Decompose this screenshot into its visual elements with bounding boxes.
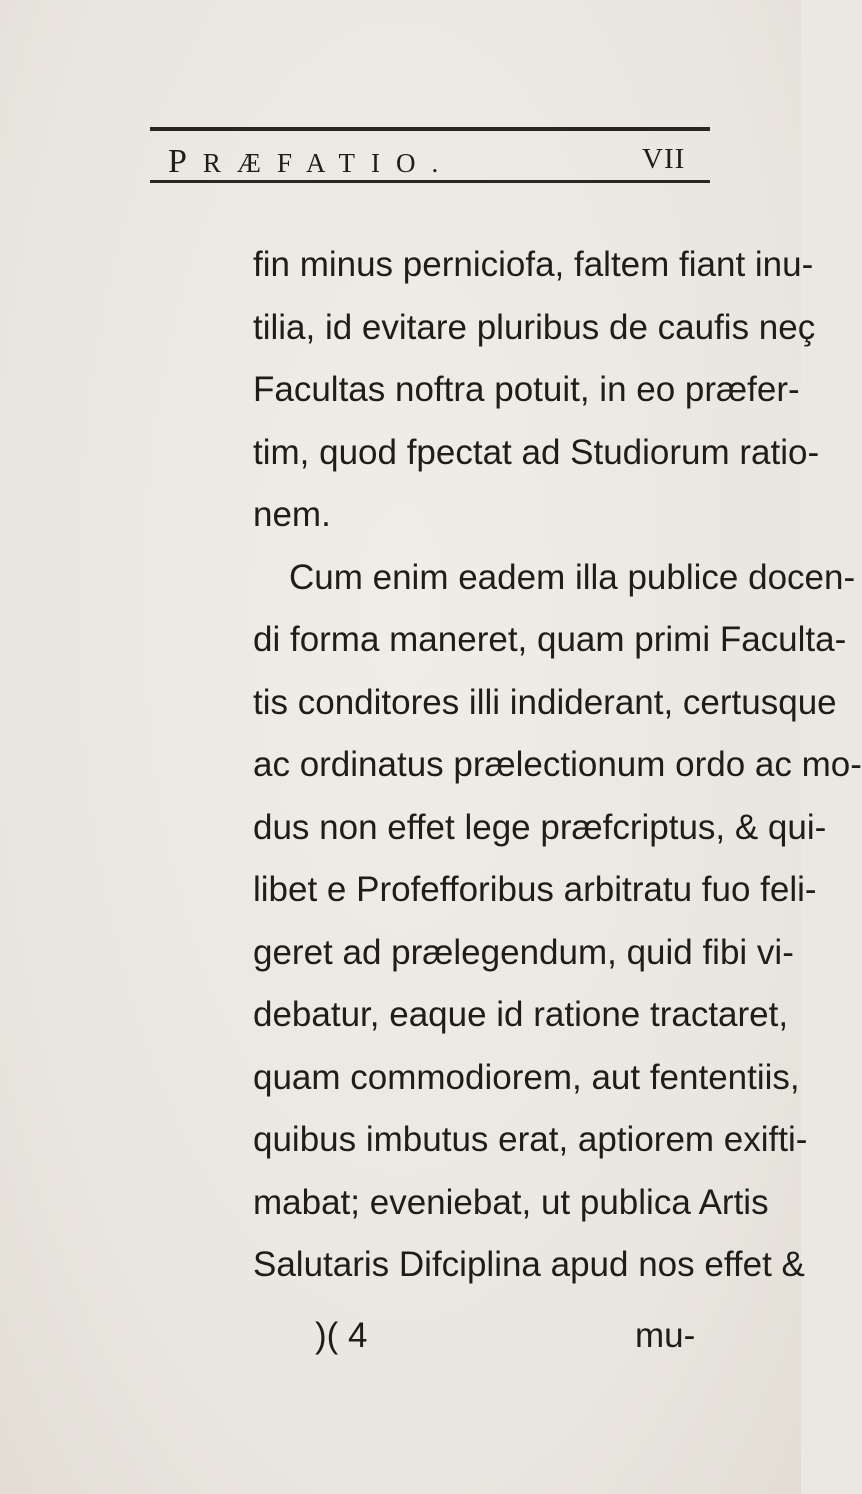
running-head-initial: P xyxy=(168,143,203,180)
text-line: nem. xyxy=(253,495,331,534)
text-line: Facultas noftra potuit, in eo præfer- xyxy=(253,370,800,409)
text-line: tim, quod fpectat ad Studiorum ratio- xyxy=(253,432,820,472)
text-line: Salutaris Difciplina apud nos effet & xyxy=(253,1245,805,1284)
text-line: quibus imbutus erat, aptiorem exifti- xyxy=(253,1120,808,1159)
running-head-title xyxy=(168,143,454,181)
paragraph-start-line: Cum enim eadem illa publice docen- xyxy=(289,557,856,597)
page-number: VII xyxy=(642,143,686,175)
text-line: geret ad prælegendum, quid fibi vi- xyxy=(253,932,794,972)
signature-mark: )( 4 xyxy=(315,1316,368,1355)
text-line: dus non effet lege præfcriptus, & qui- xyxy=(253,807,827,847)
text-line: fin minus perniciofa, faltem fiant inu- xyxy=(253,245,814,284)
text-line: debatur, eaque id ratione tractaret, xyxy=(253,995,789,1034)
text-line: tis conditores illi indiderant, certusque xyxy=(253,682,837,722)
catchword: mu- xyxy=(635,1316,696,1355)
text-line: di forma maneret, quam primi Faculta- xyxy=(253,620,847,659)
text-line: tilia, id evitare pluribus de caufis neç xyxy=(253,307,816,347)
text-line: mabat; eveniebat, ut publica Artis xyxy=(253,1182,769,1222)
header-rule-top xyxy=(150,127,710,131)
body-text xyxy=(253,234,862,1297)
header-rule-bottom xyxy=(150,180,710,183)
text-line: libet e Profefforibus arbitratu fuo feli- xyxy=(253,870,817,909)
running-head-rest: RÆFATIO. xyxy=(202,148,455,178)
text-line: ac ordinatus prælectionum ordo ac mo- xyxy=(253,745,862,784)
text-line: quam commodiorem, aut fententiis, xyxy=(253,1057,800,1097)
